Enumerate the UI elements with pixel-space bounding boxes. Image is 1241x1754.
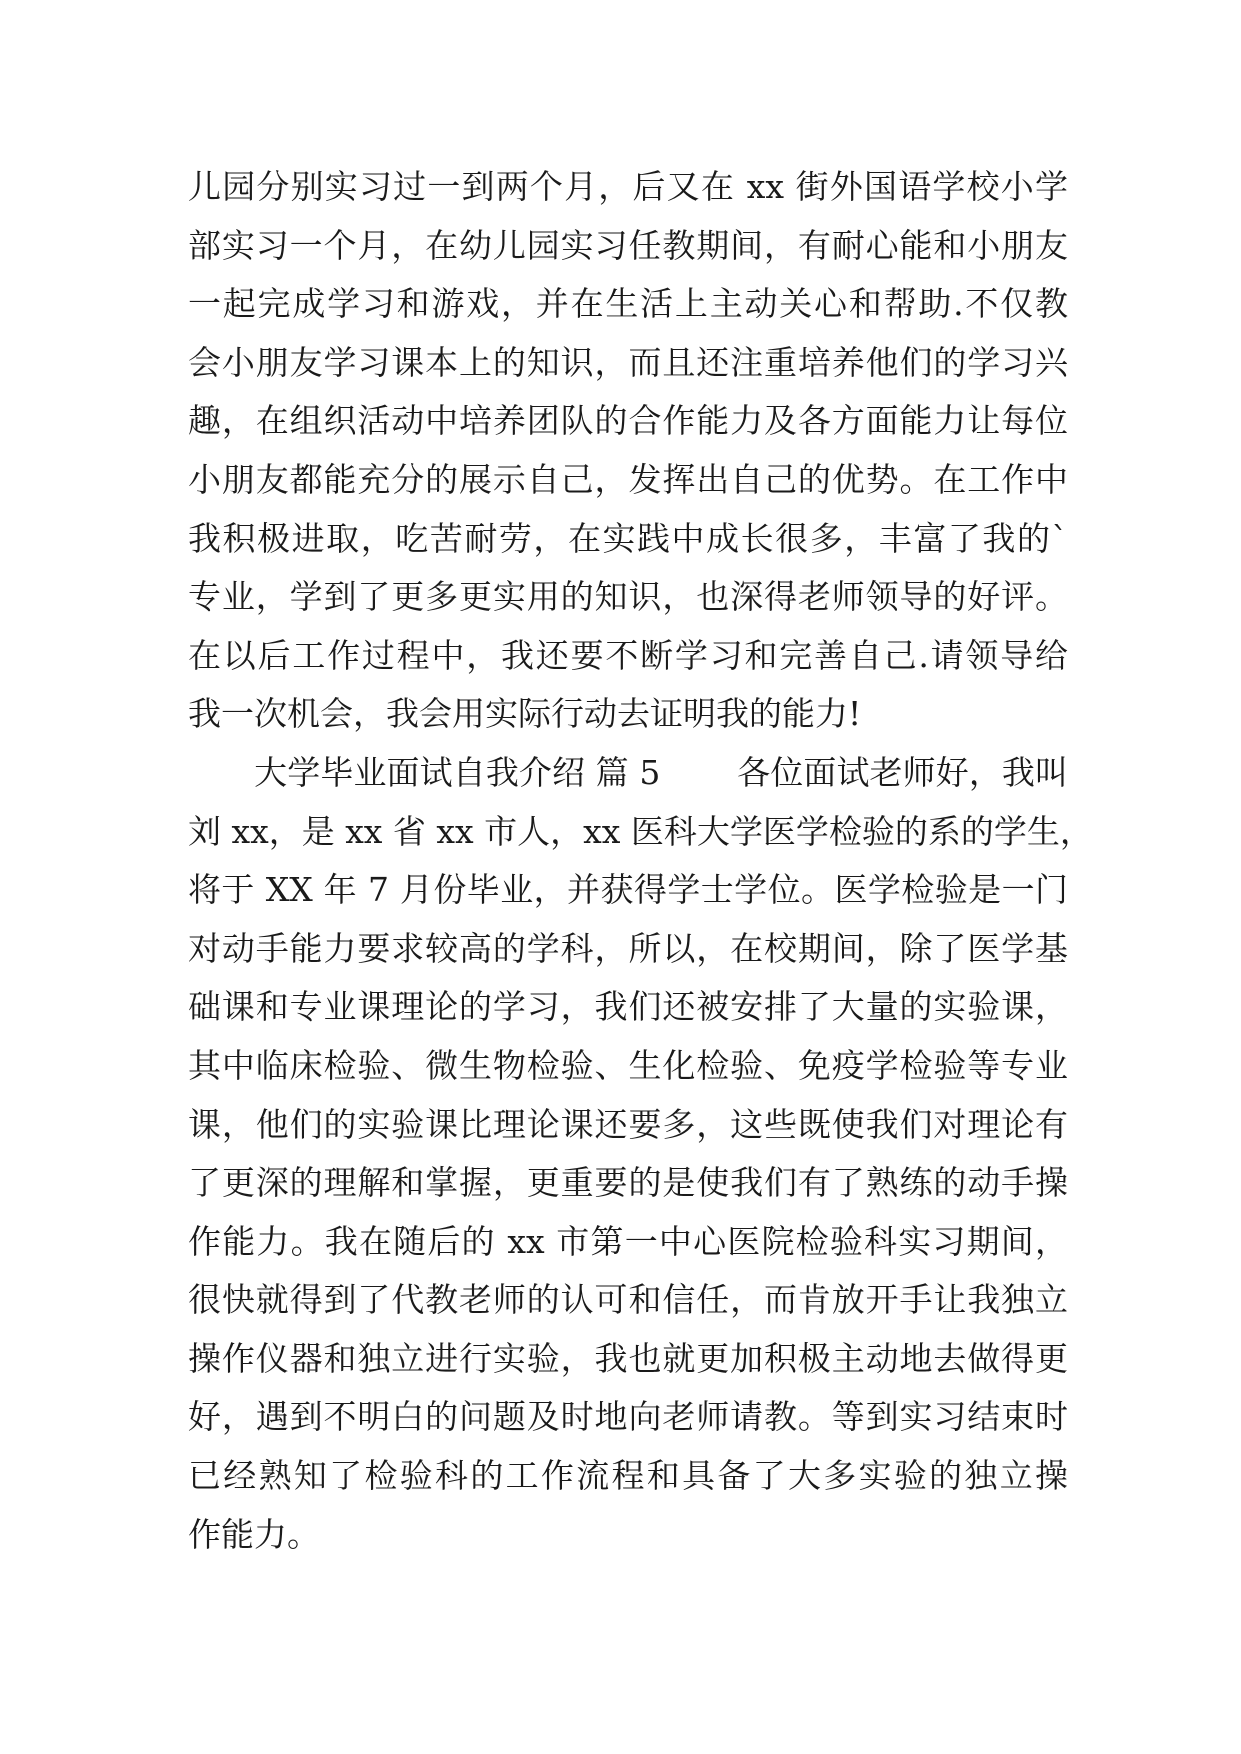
text-line: 作能力。: [188, 1514, 320, 1554]
text-line: 我一次机会，我会用实际行动去证明我的能力!: [188, 694, 862, 734]
text-line: 一起完成学习和游戏，并在生活上主动关心和帮助.不仅教: [188, 284, 1068, 324]
text-line: 作能力。我在随后的 xx 市第一中心医院检验科实习期间，: [188, 1221, 1068, 1261]
text-line: 部实习一个月，在幼儿园实习任教期间，有耐心能和小朋友: [188, 225, 1068, 265]
text-line: 对动手能力要求较高的学科，所以，在校期间，除了医学基: [188, 928, 1068, 968]
text-line: 会小朋友学习课本上的知识，而且还注重培养他们的学习兴: [188, 342, 1068, 382]
body-text: [188, 158, 1093, 1564]
text-line: 将于 XX 年 7 月份毕业，并获得学士学位。医学检验是一门: [188, 870, 1068, 910]
text-line: 儿园分别实习过一到两个月，后又在 xx 街外国语学校小学: [188, 167, 1068, 206]
section-heading-line: 大学毕业面试自我介绍 篇 5 各位面试老师好，我叫: [188, 752, 1068, 792]
text-line: 好，遇到不明白的问题及时地向老师请教。等到实习结束时: [188, 1397, 1068, 1437]
text-line: 很快就得到了代教老师的认可和信任，而肯放开手让我独立: [188, 1280, 1068, 1320]
text-line: 了更深的理解和掌握，更重要的是使我们有了熟练的动手操: [188, 1163, 1068, 1203]
text-line: 其中临床检验、微生物检验、生化检验、免疫学检验等专业: [188, 1045, 1068, 1085]
text-line: 趣，在组织活动中培养团队的合作能力及各方面能力让每位: [188, 401, 1068, 441]
text-line: 操作仪器和独立进行实验，我也就更加积极主动地去做得更: [188, 1338, 1068, 1378]
text-line: 专业，学到了更多更实用的知识，也深得老师领导的好评。: [188, 577, 1068, 617]
text-line: 础课和专业课理论的学习，我们还被安排了大量的实验课，: [188, 987, 1068, 1027]
text-line: 小朋友都能充分的展示自己，发挥出自己的优势。在工作中: [188, 459, 1068, 499]
text-line: 刘 xx，是 xx 省 xx 市人，xx 医科大学医学检验的系的学生，: [188, 811, 1093, 851]
text-line: 我积极进取，吃苦耐劳，在实践中成长很多，丰富了我的`: [188, 518, 1068, 558]
text-line: 已经熟知了检验科的工作流程和具备了大多实验的独立操: [188, 1456, 1068, 1496]
text-line: 课，他们的实验课比理论课还要多，这些既使我们对理论有: [188, 1104, 1068, 1144]
text-line: 在以后工作过程中，我还要不断学习和完善自己.请领导给: [188, 635, 1068, 675]
